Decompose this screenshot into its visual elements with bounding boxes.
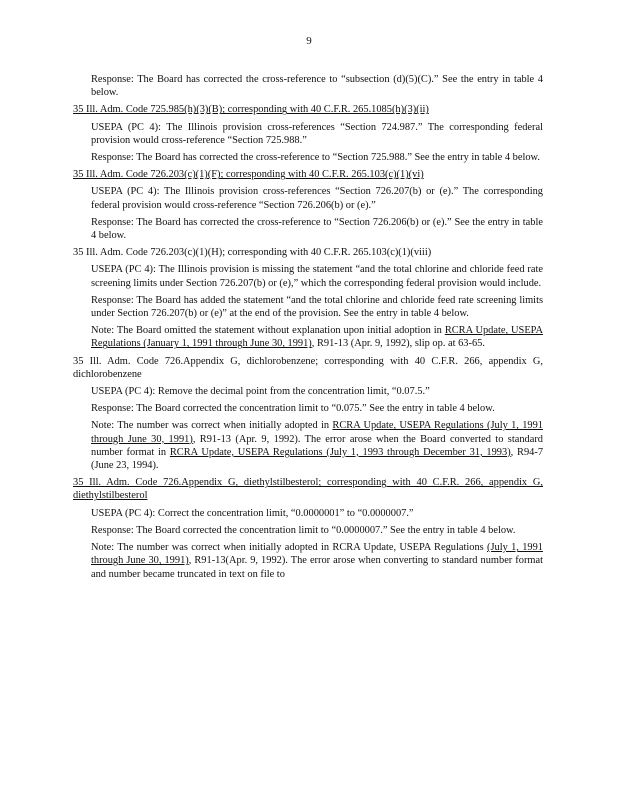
section-heading: 35 Ill. Adm. Code 725.985(h)(3)(B); corresponding with 40 C.F.R. 265.1085(h)(3)(ii) (73, 104, 429, 116)
response-paragraph: Response: The Board has added the statement “and the total chlorine and chloride feed rate screening limits under Section 726.207(b) or (e)” at the end of the provision. See the entry in table 4 below. (91, 294, 543, 320)
usepa-comment-paragraph: USEPA (PC 4): Remove the decimal point from the concentration limit, “0.07.5.” (91, 386, 430, 398)
section-heading: 35 Ill. Adm. Code 726.Appendix G, dichlorobenzene; corresponding with 40 C.F.R. 266, appendix G, dichlorobenzene (73, 355, 543, 380)
section-heading: 35 Ill. Adm. Code 726.203(c)(1)(H); corresponding with 40 C.F.R. 265.103(c)(1)(viii) (73, 247, 432, 259)
response-paragraph: Response: The Board has corrected the cross-reference to “Section 726.206(b) or (e).” See the entry in table 4 below. (91, 216, 543, 242)
comment-entry (73, 103, 543, 164)
comment-entry (73, 476, 543, 580)
response-paragraph: Response: The Board has corrected the cross-reference to “Section 725.988.” See the entry in table 4 below. (91, 152, 540, 164)
comment-entry (73, 73, 543, 99)
document-body (73, 73, 543, 585)
comment-entry (73, 355, 543, 473)
usepa-comment-paragraph: USEPA (PC 4): Correct the concentration limit, “0.0000001” to “0.0000007.” (91, 507, 414, 519)
comment-entry (73, 168, 543, 242)
response-paragraph: Response: The Board corrected the concentration limit to “0.0000007.” See the entry in table 4 below. (91, 524, 516, 536)
citation-title: (July 1, 1991 through June 30, 1991) (91, 542, 543, 567)
citation-title: RCRA Update, USEPA Regulations (July 1, 1993 through December 31, 1993) (169, 446, 511, 458)
usepa-comment-paragraph: USEPA (PC 4): The Illinois provision cross-references “Section 726.207(b) or (e).” The corresponding federal provision would cross-reference “Section 726.206(b) or (e).” (91, 186, 543, 211)
usepa-comment-paragraph: USEPA (PC 4): The Illinois provision cross-references “Section 724.987.” The corresponding federal provision would cross-reference “Section 725.988.” (91, 121, 543, 146)
note-paragraph: Note: The Board omitted the statement without explanation upon initial adoption in RCRA Update, USEPA Regulations (January 1, 1991 through June 30, 1991), R91-13 (Apr. 9, 1992), slip op. at 63-65. (91, 325, 543, 350)
citation-title: RCRA Update, USEPA Regulations (January 1, 1991 through June 30, 1991) (91, 325, 543, 350)
comment-entry (73, 246, 543, 350)
response-paragraph: Response: The Board corrected the concentration limit to “0.075.” See the entry in table 4 below. (91, 403, 495, 415)
note-paragraph: Note: The number was correct when initially adopted in RCRA Update, USEPA Regulations (July 1, 1991 through June 30, 1991), R91-13 (Apr. 9, 1992). The error arose when the Board converted to standard number format in RCRA Update, USEPA Regulations (July 1, 1993 through December 31, 1993), R94-7 (June 23, 1994). (91, 420, 544, 472)
section-heading: 35 Ill. Adm. Code 726.Appendix G, diethylstilbesterol; corresponding with 40 C.F.R. 266, appendix G, diethylstilbesterol (73, 477, 543, 502)
section-heading: 35 Ill. Adm. Code 726.203(c)(1)(F); corresponding with 40 C.F.R. 265.103(c)(1)(vi) (73, 169, 424, 181)
note-paragraph: Note: The number was correct when initially adopted in RCRA Update, USEPA Regulations (July 1, 1991 through June 30, 1991), R91-13(Apr. 9, 1992). The error arose when converting to standard number format and number became truncated in text on file to (91, 542, 543, 580)
response-paragraph: Response: The Board has corrected the cross-reference to “subsection (d)(5)(C).” See the entry in table 4 below. (91, 74, 543, 99)
citation-title: RCRA Update, USEPA Regulations (July 1, 1991 through June 30, 1991) (91, 420, 543, 445)
page-number: 9 (306, 35, 312, 47)
usepa-comment-paragraph: USEPA (PC 4): The Illinois provision is missing the statement “and the total chlorine and chloride feed rate screening limits under Section 726.207(b) or (e),” which the corresponding federal provision would include. (91, 264, 543, 289)
